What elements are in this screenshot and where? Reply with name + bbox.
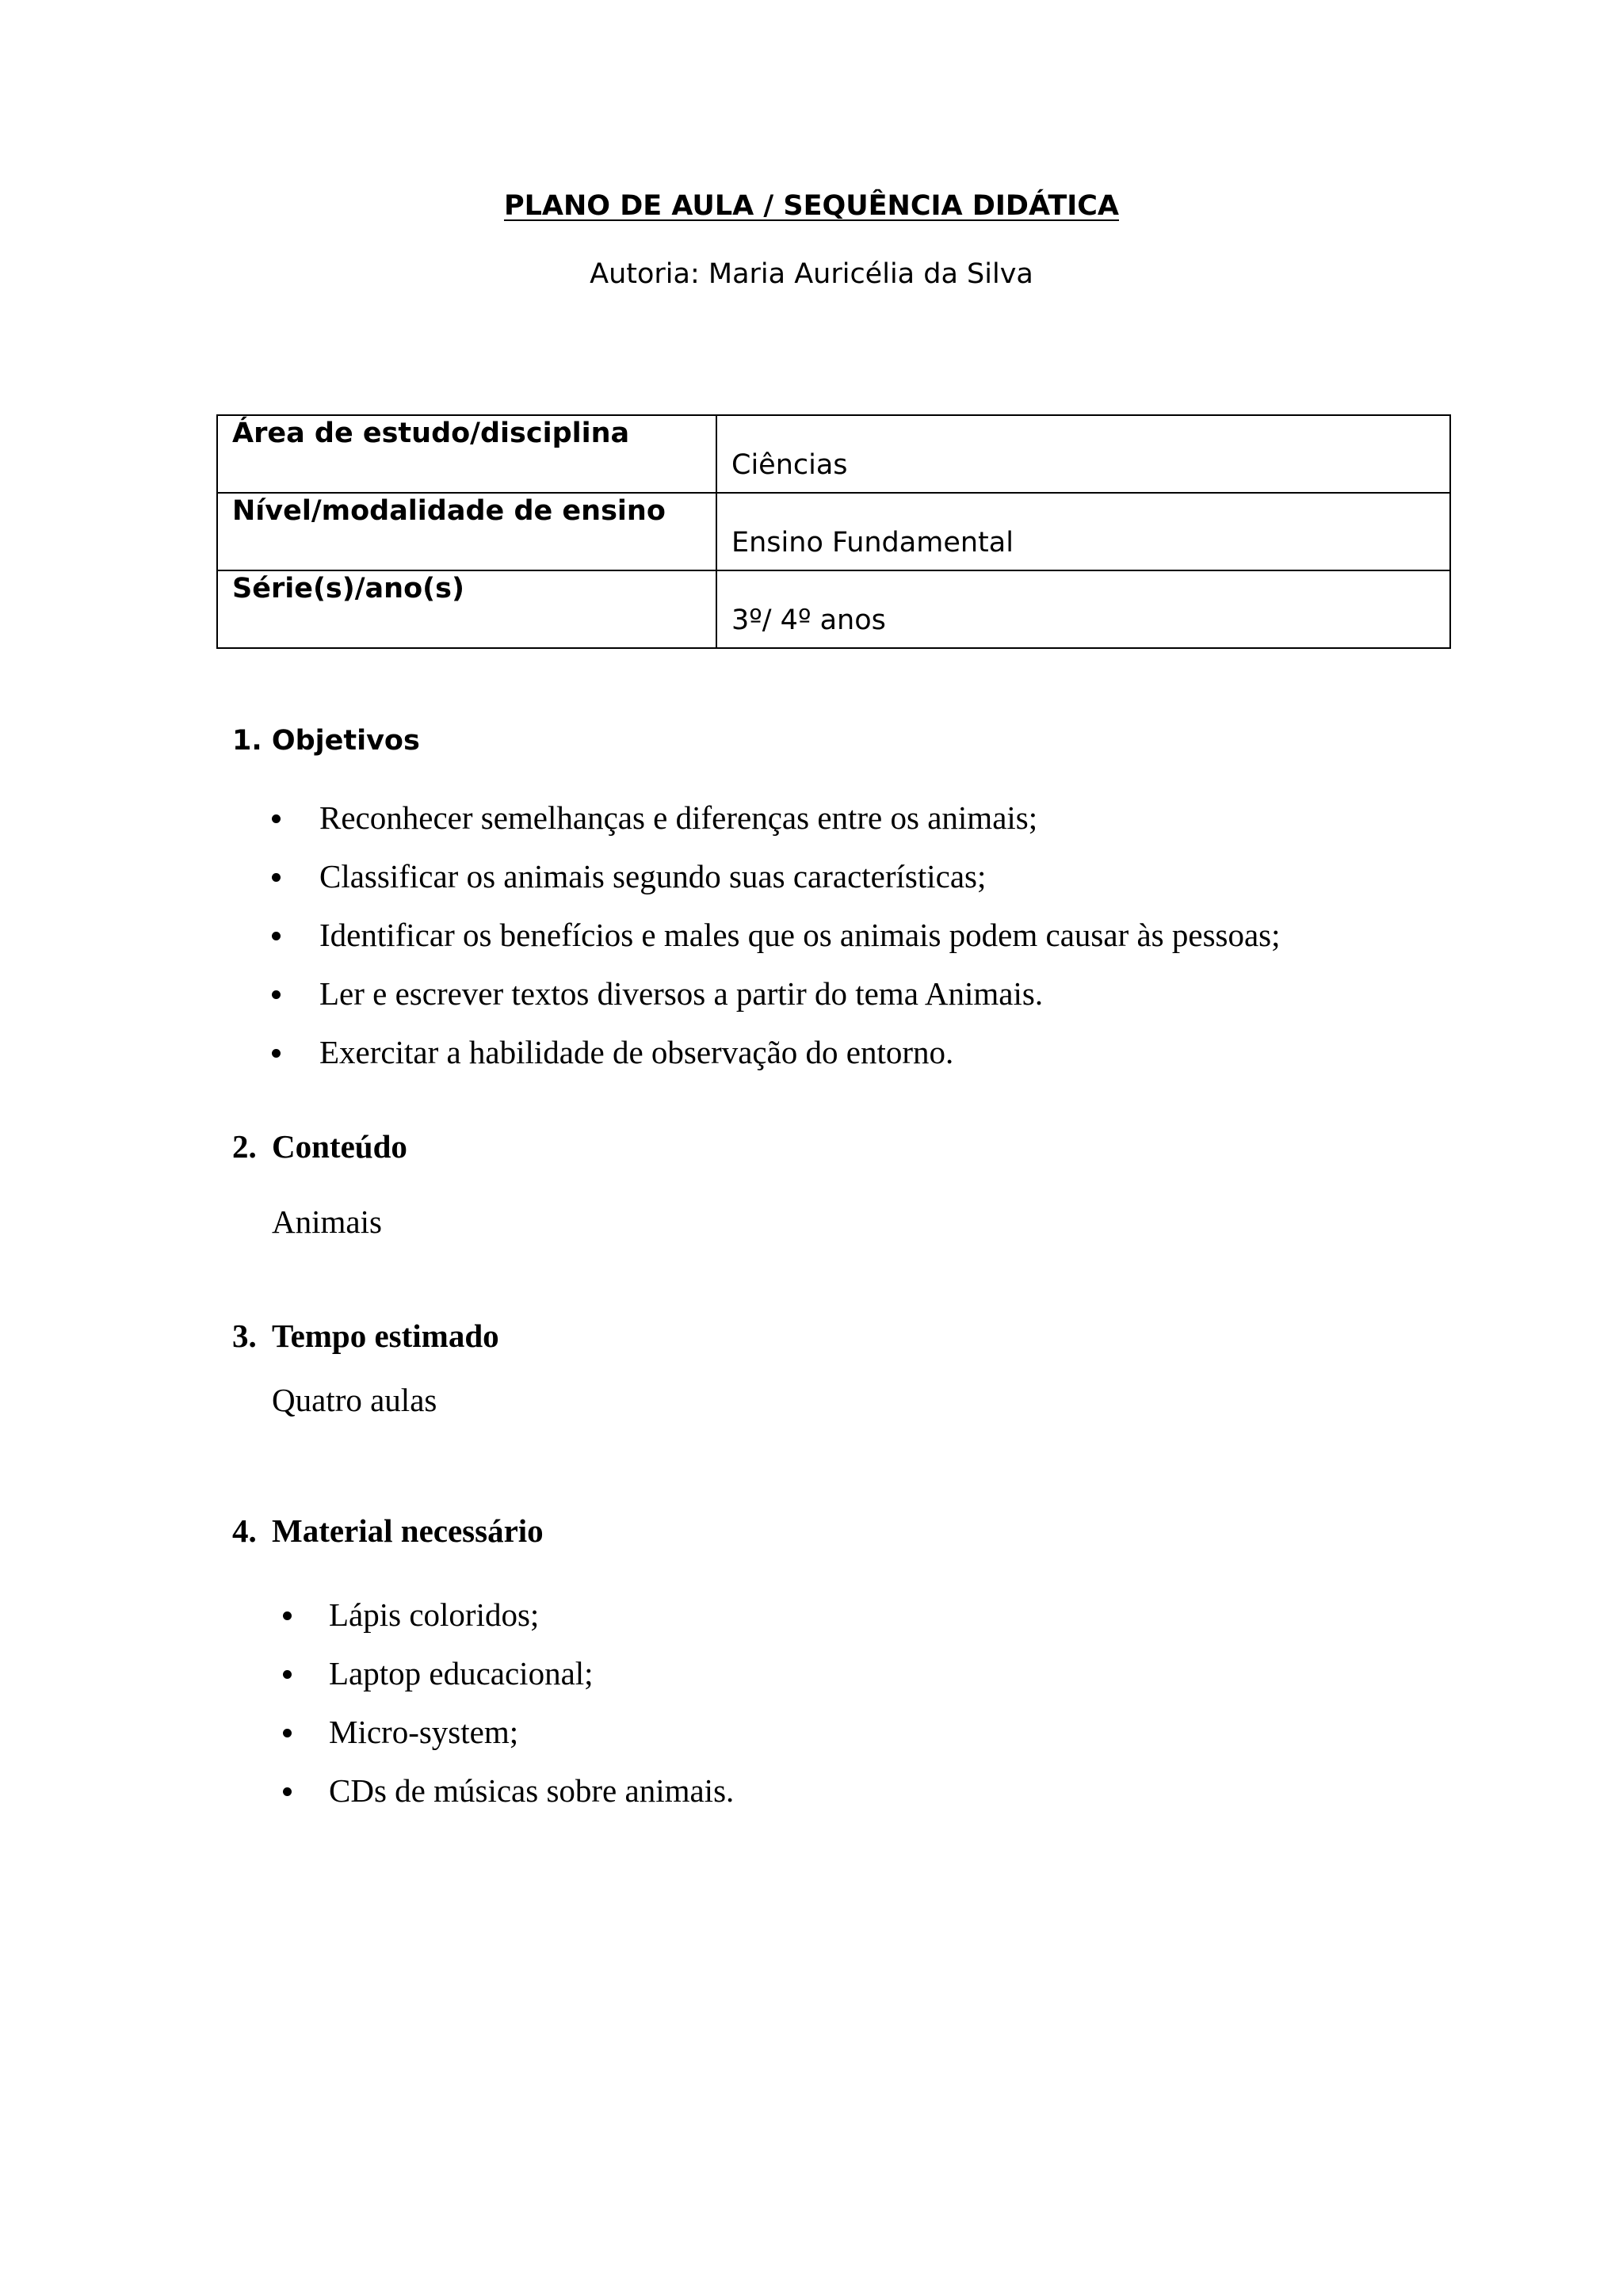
list-item-text: Identificar os benefícios e males que os animais podem causar às pessoas; (319, 917, 1281, 953)
bullet-icon (272, 932, 281, 940)
section-number: 4. (232, 1512, 257, 1549)
table-label: Série(s)/ano(s) (217, 570, 716, 648)
bullet-icon (272, 873, 281, 882)
table-row (217, 415, 1450, 493)
list-item (319, 1032, 1281, 1090)
list-item-text: Laptop educacional; (329, 1655, 594, 1691)
tempo-text: Quatro aulas (272, 1382, 437, 1418)
list-item (319, 856, 1281, 914)
bullet-icon (283, 1729, 292, 1737)
objetivos-heading: 1. Objetivos (232, 725, 420, 757)
material-heading (232, 1512, 544, 1550)
list-item-text: Classificar os animais segundo suas características; (319, 858, 987, 894)
section-number: 3. (232, 1318, 257, 1354)
table-label: Nível/modalidade de ensino (217, 493, 716, 570)
list-item (329, 1594, 734, 1653)
objetivos-list (319, 797, 1281, 1090)
section-title: Conteúdo (272, 1128, 407, 1165)
list-item-text: Lápis coloridos; (329, 1596, 540, 1633)
table-row (217, 570, 1450, 648)
table-value: Ensino Fundamental (716, 493, 1450, 570)
document-title: PLANO DE AULA / SEQUÊNCIA DIDÁTICA (503, 190, 1120, 222)
section-title: Tempo estimado (272, 1318, 499, 1354)
conteudo-text: Animais (272, 1203, 382, 1240)
table-value: 3º/ 4º anos (716, 570, 1450, 648)
list-item-text: Ler e escrever textos diversos a partir do tema Animais. (319, 975, 1044, 1012)
bullet-icon (272, 1049, 281, 1058)
section-number: 2. (232, 1128, 257, 1165)
list-item (329, 1653, 734, 1711)
list-item (319, 797, 1281, 856)
conteudo-heading (232, 1127, 407, 1165)
list-item (329, 1770, 734, 1829)
list-item-text: Reconhecer semelhanças e diferenças entre os animais; (319, 799, 1038, 836)
info-table (216, 414, 1451, 649)
table-label: Área de estudo/disciplina (217, 415, 716, 493)
material-list (329, 1594, 734, 1829)
bullet-icon (272, 814, 281, 823)
section-title: Material necessário (272, 1512, 544, 1549)
list-item-text: Micro-system; (329, 1714, 519, 1750)
document-author: Autoria: Maria Auricélia da Silva (590, 258, 1033, 290)
bullet-icon (283, 1670, 292, 1679)
table-row (217, 493, 1450, 570)
table-value: Ciências (716, 415, 1450, 493)
tempo-heading (232, 1317, 499, 1355)
list-item-text: CDs de músicas sobre animais. (329, 1772, 735, 1809)
list-item (319, 914, 1281, 973)
bullet-icon (283, 1611, 292, 1620)
bullet-icon (272, 990, 281, 999)
list-item (319, 973, 1281, 1032)
bullet-icon (283, 1787, 292, 1796)
list-item-text: Exercitar a habilidade de observação do entorno. (319, 1034, 954, 1070)
list-item (329, 1711, 734, 1770)
